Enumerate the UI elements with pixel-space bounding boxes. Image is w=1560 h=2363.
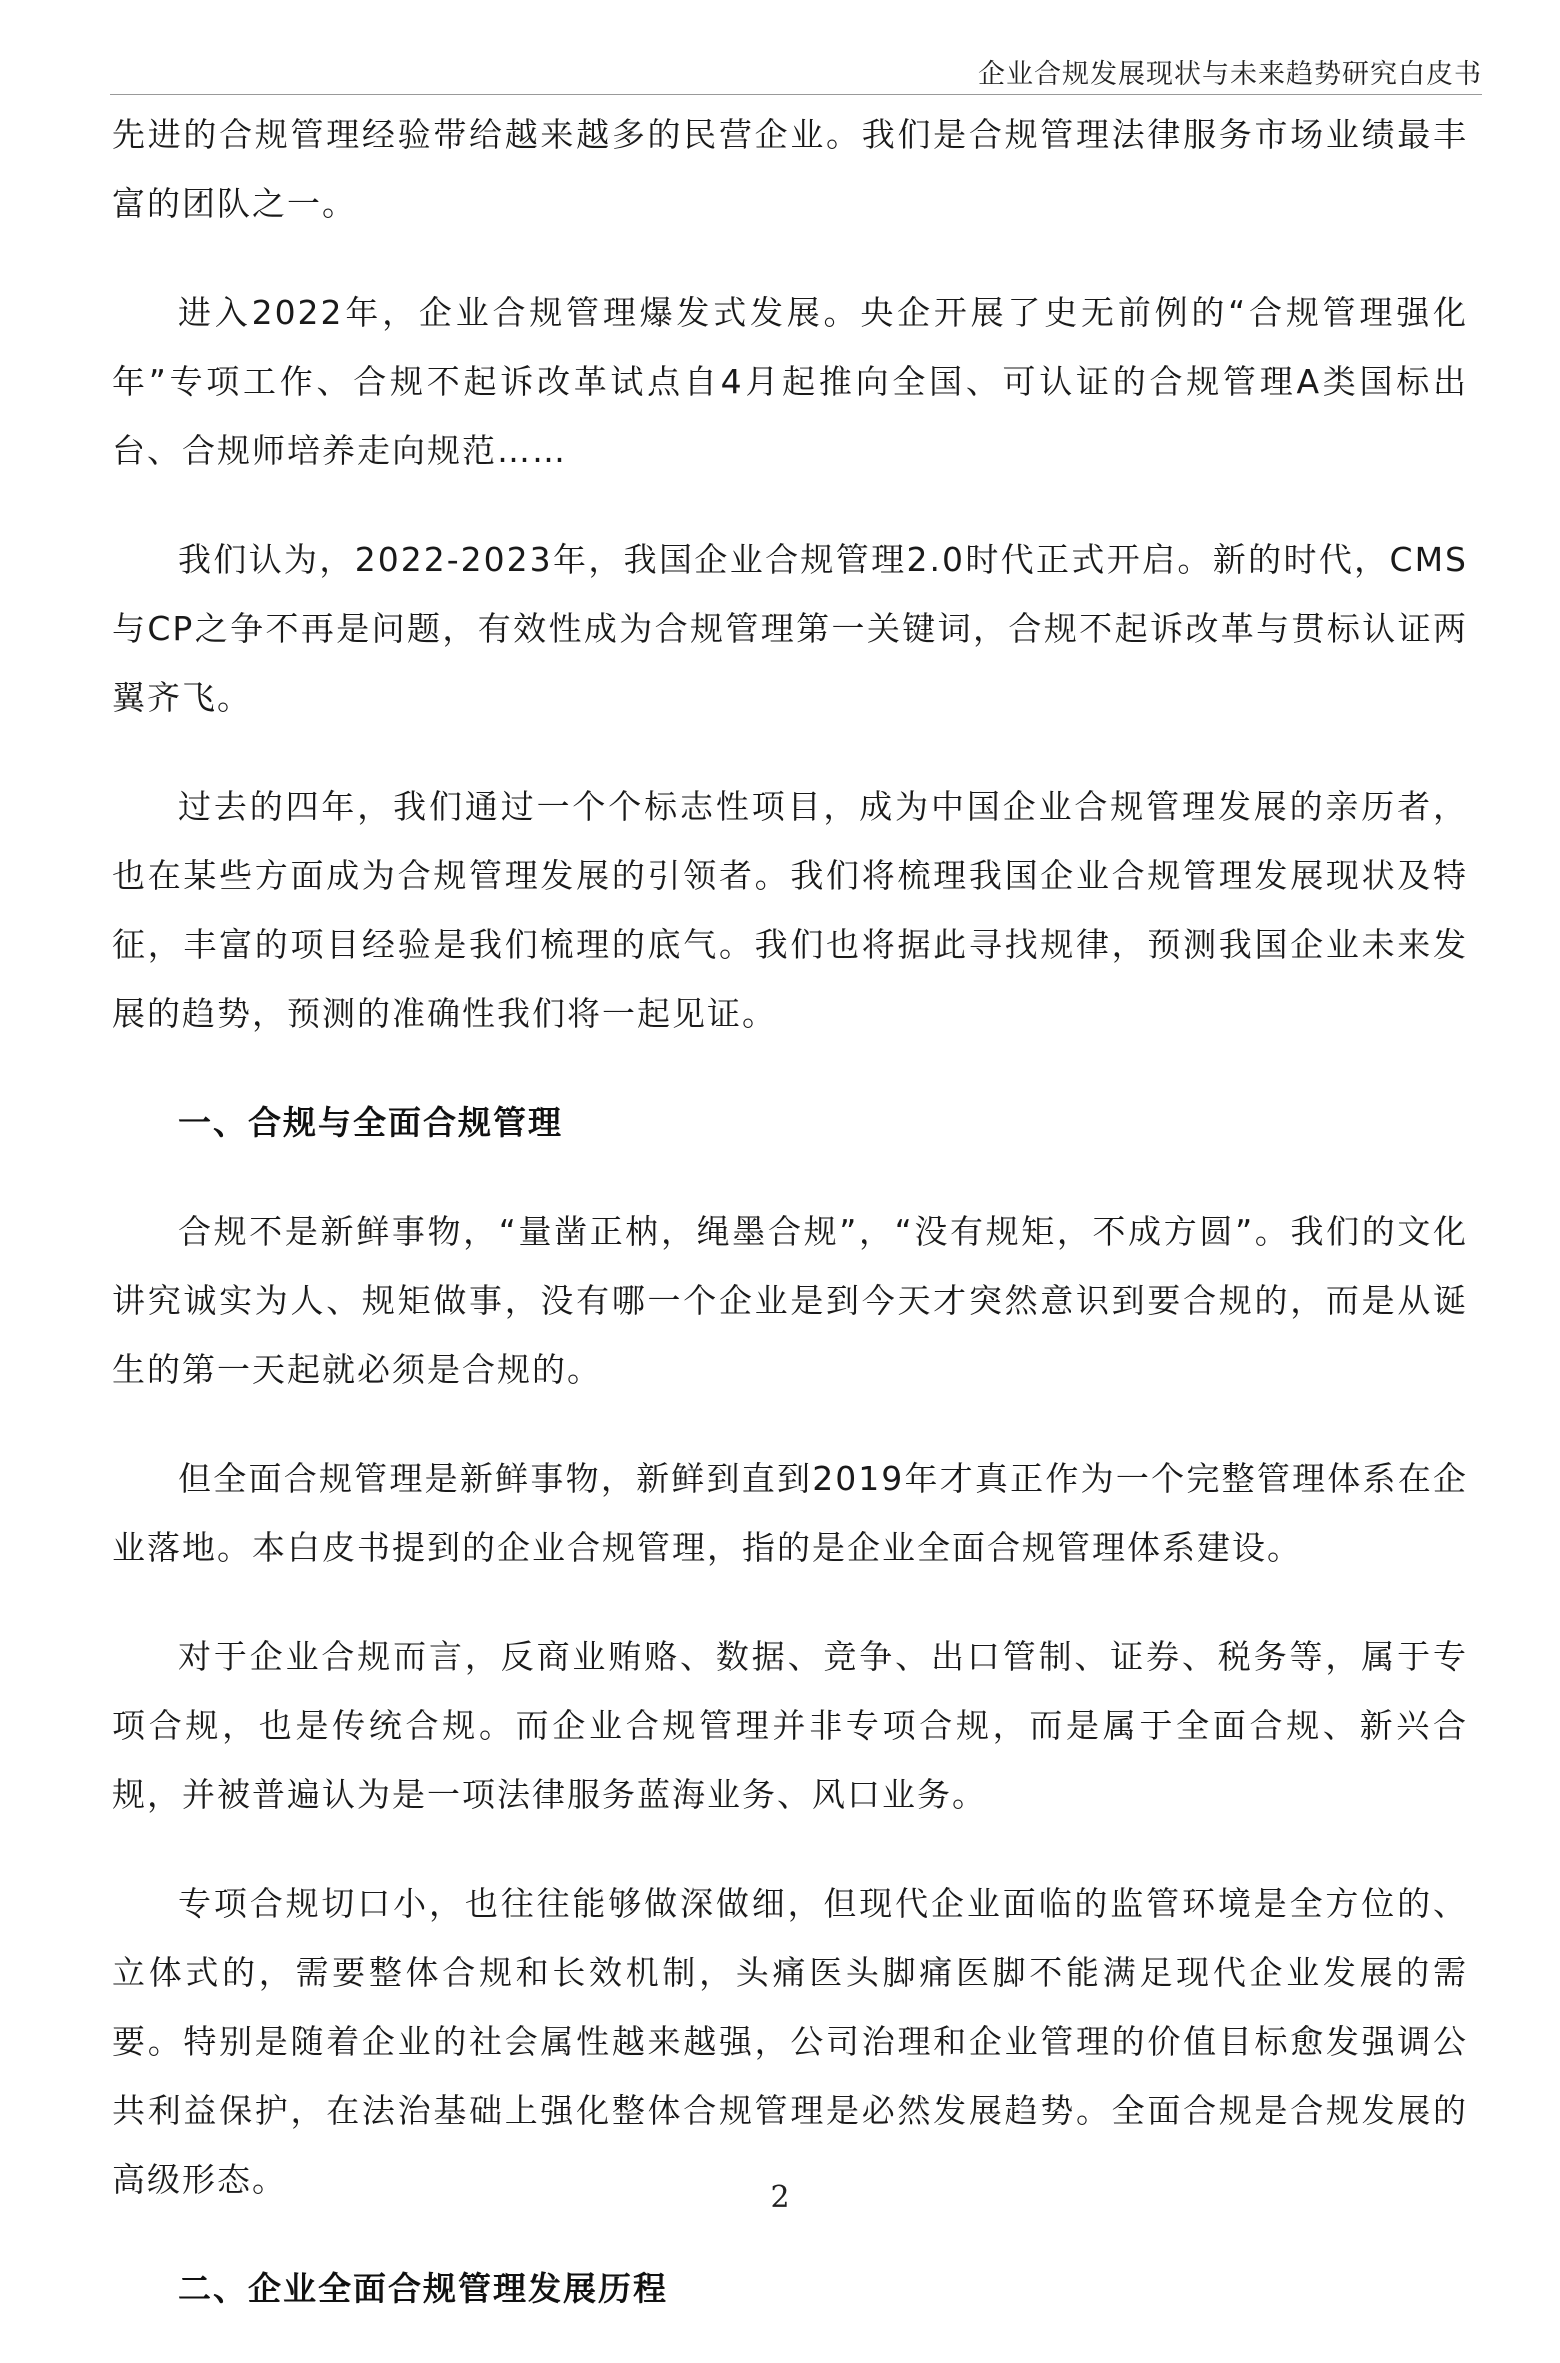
page-body (112, 100, 1468, 2363)
paragraph-comprehensive-compliance: 但全面合规管理是新鲜事物，新鲜到直到2019年才真正作为一个完整管理体系在企业落地。本白皮书提到的企业合规管理，指的是企业全面合规管理体系建设。 (112, 1459, 1468, 1567)
paragraph-past-four-years: 过去的四年，我们通过一个个标志性项目，成为中国企业合规管理发展的亲历者，也在某些方面成为合规管理发展的引领者。我们将梳理我国企业合规管理发展现状及特征，丰富的项目经验是我们梳理的底气。我们也将据此寻找规律，预测我国企业未来发展的趋势，预测的准确性我们将一起见证。 (112, 787, 1468, 1033)
page-number: 2 (770, 2180, 790, 2215)
running-header: 企业合规发展现状与未来趋势研究白皮书 (978, 59, 1482, 90)
paragraph-modern-enterprise: 专项合规切口小，也往往能够做深做细，但现代企业面临的监管环境是全方位的、立体式的，需要整体合规和长效机制，头痛医头脚痛医脚不能满足现代企业发展的需要。特别是随着企业的社会属性越来越强，公司治理和企业管理的价值目标愈发强调公共利益保护，在法治基础上强化整体合规管理是必然发展趋势。全面合规是合规发展的高级形态。 (112, 1884, 1468, 2199)
section-heading-1: 一、合规与全面合规管理 (178, 1103, 563, 1142)
section-heading-2: 二、企业全面合规管理发展历程 (178, 2269, 668, 2308)
paragraph-2022: 进入2022年，企业合规管理爆发式发展。央企开展了史无前例的“合规管理强化年”专项工作、合规不起诉改革试点自4月起推向全国、可认证的合规管理A类国标出台、合规师培养走向规范…… (112, 293, 1468, 470)
header-divider (110, 94, 1482, 95)
paragraph-special-compliance: 对于企业合规而言，反商业贿赂、数据、竞争、出口管制、证券、税务等，属于专项合规，也是传统合规。而企业合规管理并非专项合规，而是属于全面合规、新兴合规，并被普遍认为是一项法律服务蓝海业务、风口业务。 (112, 1637, 1468, 1814)
paragraph-continuation: 先进的合规管理经验带给越来越多的民营企业。我们是合规管理法律服务市场业绩最丰富的团队之一。 (112, 115, 1468, 223)
paragraph-era-2: 我们认为，2022-2023年，我国企业合规管理2.0时代正式开启。新的时代，CMS与CP之争不再是问题，有效性成为合规管理第一关键词，合规不起诉改革与贯标认证两翼齐飞。 (112, 540, 1468, 717)
paragraph-compliance-not-new: 合规不是新鲜事物，“量凿正枘，绳墨合规”，“没有规矩，不成方圆”。我们的文化讲究诚实为人、规矩做事，没有哪一个企业是到今天才突然意识到要合规的，而是从诞生的第一天起就必须是合规的。 (112, 1212, 1468, 1389)
